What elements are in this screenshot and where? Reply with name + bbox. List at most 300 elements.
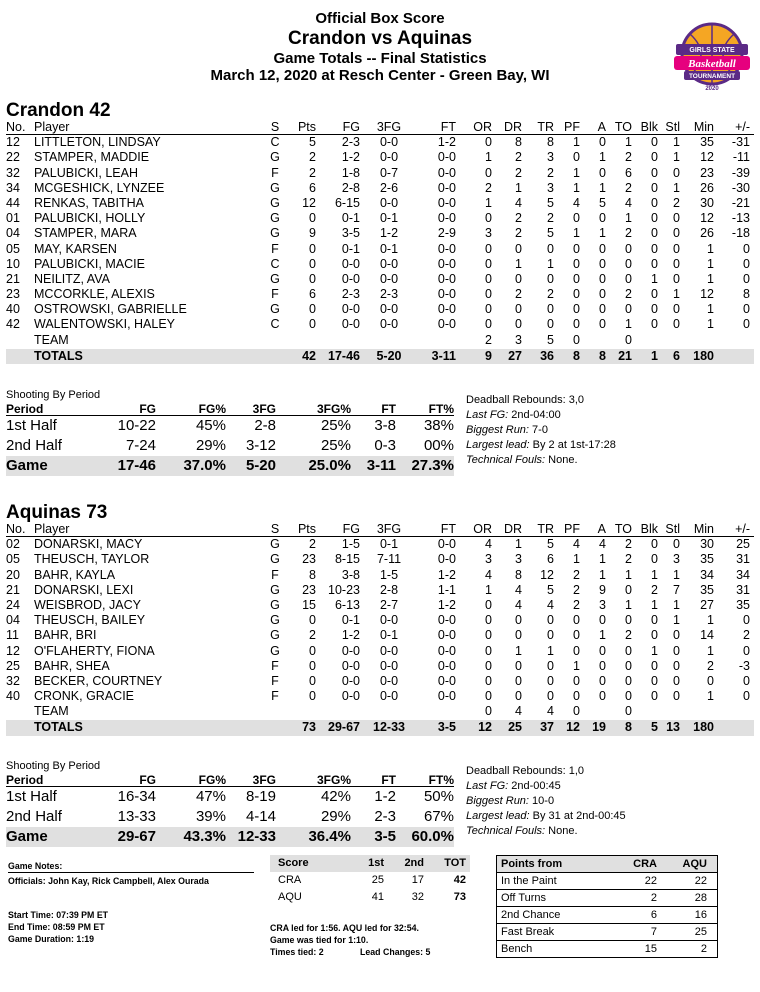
cell-to: 0	[625, 582, 632, 597]
note-value: 1,0	[565, 765, 585, 777]
cell-fg: 1-2	[341, 628, 360, 643]
note-label: Deadball Rebounds:	[466, 394, 566, 406]
cell-fg: 2-3	[341, 287, 360, 302]
sbp-3fg: 4-14	[245, 808, 276, 825]
cell-tr: 5	[547, 537, 554, 552]
team2-title: Aquinas 73	[6, 502, 108, 523]
cell-min: 1	[707, 613, 714, 628]
cell-stl: 2	[673, 195, 680, 210]
cell-no: 11	[6, 628, 19, 643]
player-row	[6, 613, 754, 628]
cell-to: 2	[625, 628, 632, 643]
cell-fg: FG	[342, 522, 360, 536]
cell-plusminus: 31	[736, 582, 750, 597]
cell-tr: 12	[540, 567, 554, 582]
sbp-fg-pct: 43.3%	[183, 828, 226, 845]
sbp-period: 2nd Half	[6, 808, 62, 825]
sbp-period: Game	[6, 457, 48, 474]
cell-no: No.	[6, 522, 26, 536]
cell-to: 0	[625, 271, 632, 286]
score-team: Score	[278, 857, 309, 869]
cell-ft: 0-0	[437, 211, 456, 226]
score-first-half: 25	[371, 874, 384, 886]
points-cra: CRA	[633, 858, 657, 870]
cell-to: 0	[625, 643, 632, 658]
cell-pts: 0	[309, 241, 316, 256]
cell-pf: 0	[573, 673, 580, 688]
sbp-fg-pct: 29%	[195, 437, 226, 454]
cell-dr: 0	[515, 317, 522, 332]
cell-plusminus: 0	[743, 271, 750, 286]
player-row	[6, 704, 754, 719]
cell-plusminus: -21	[731, 195, 750, 210]
sbp-period: Game	[6, 828, 48, 845]
sbp-3fg-pct: 25.0%	[308, 457, 351, 474]
cell-no: 05	[6, 241, 20, 256]
sbp-ft: FT	[381, 402, 396, 416]
score-total: TOT	[444, 857, 466, 869]
cell-tr: 8	[547, 135, 554, 150]
cell-ft: 0-0	[437, 689, 456, 704]
cell-tr: 0	[547, 658, 554, 673]
cell-plusminus: 0	[743, 241, 750, 256]
points-cra: 6	[650, 909, 657, 921]
cell-no: 40	[6, 689, 20, 704]
cell-fg: 1-2	[341, 150, 360, 165]
note-value: By 2 at 1st-17:28	[529, 439, 616, 451]
cell-a: 0	[599, 135, 606, 150]
note-line	[466, 408, 616, 423]
cell-3fg: 0-1	[379, 211, 399, 226]
cell-pf: 0	[573, 628, 580, 643]
team1-title: Crandon 42	[6, 100, 111, 121]
cell-min: 180	[693, 348, 714, 363]
cell-dr: DR	[503, 522, 522, 536]
cell-blk: 0	[651, 150, 658, 165]
cell-pts: 23	[302, 582, 316, 597]
cell-min: 12	[700, 287, 714, 302]
sbp-ft: 3-5	[374, 828, 396, 845]
box-header-row	[6, 120, 754, 135]
cell-or: 1	[485, 150, 492, 165]
cell-min: 1	[707, 689, 714, 704]
cell-3fg: 1-5	[379, 567, 399, 582]
sbp-fg: 16-34	[117, 788, 156, 805]
score-second-half: 17	[411, 874, 424, 886]
cell-starter: G	[270, 613, 280, 628]
cell-pts: 2	[309, 537, 316, 552]
cell-3fg: 1-2	[379, 226, 399, 241]
cell-pts: 8	[309, 567, 316, 582]
cell-plusminus: 8	[743, 287, 750, 302]
cell-player: STAMPER, MARA	[34, 226, 137, 241]
cell-dr: 4	[515, 582, 522, 597]
cell-fg: 6-15	[334, 195, 360, 210]
cell-blk: 5	[651, 720, 658, 735]
cell-ft: FT	[440, 120, 456, 134]
cell-pf: 0	[573, 211, 580, 226]
sbp-3fg: 12-33	[237, 828, 276, 845]
points-category: Fast Break	[501, 926, 555, 938]
cell-player: LITTLETON, LINDSAY	[34, 135, 161, 150]
player-row	[6, 317, 754, 332]
cell-tr: 5	[547, 582, 554, 597]
cell-min: 14	[700, 628, 714, 643]
cell-dr: 1	[515, 180, 522, 195]
note-label: Last FG:	[466, 780, 509, 792]
cell-starter: G	[270, 271, 280, 286]
cell-blk: 0	[651, 658, 658, 673]
points-cra: 2	[650, 892, 657, 904]
cell-3fg: 0-0	[379, 673, 399, 688]
cell-pts: 6	[309, 287, 316, 302]
player-row	[6, 644, 754, 659]
sbp-period: 1st Half	[6, 788, 57, 805]
cell-min: 27	[700, 597, 714, 612]
cell-stl: 1	[673, 287, 680, 302]
score-second-half: 2nd	[404, 857, 424, 869]
player-row	[6, 166, 754, 181]
cell-fg: 8-15	[334, 552, 360, 567]
cell-blk: Blk	[640, 522, 658, 536]
cell-ft: 1-2	[437, 135, 456, 150]
cell-no: 24	[6, 597, 20, 612]
sbp-period: 1st Half	[6, 417, 57, 434]
cell-a: 0	[599, 613, 606, 628]
note-line	[466, 393, 616, 408]
cell-pf: 0	[573, 613, 580, 628]
cell-starter: G	[270, 302, 280, 317]
sbp-ft: 1-2	[374, 788, 396, 805]
cell-a: 0	[599, 673, 606, 688]
cell-3fg: 5-20	[376, 348, 402, 363]
cell-pf: 1	[573, 658, 580, 673]
sbp-fg: FG	[139, 402, 156, 416]
cell-tr: 5	[547, 195, 554, 210]
player-row	[6, 211, 754, 226]
cell-blk: 1	[651, 567, 658, 582]
cell-to: 0	[625, 689, 632, 704]
cell-3fg: 0-0	[379, 302, 399, 317]
cell-player: PALUBICKI, HOLLY	[34, 211, 146, 226]
cell-a: 3	[599, 597, 606, 612]
cell-or: 0	[485, 271, 492, 286]
cell-player: MCGESHICK, LYNZEE	[34, 180, 165, 195]
note-line	[466, 809, 626, 824]
cell-fg: 2-3	[341, 135, 360, 150]
tournament-logo	[670, 20, 754, 94]
sbp-ft-pct: 50%	[423, 788, 454, 805]
cell-stl: 0	[673, 302, 680, 317]
officials: Officials: John Kay, Rick Campbell, Alex Ourada	[8, 876, 209, 886]
cell-pf: 0	[573, 256, 580, 271]
cell-to: 0	[625, 256, 632, 271]
cell-blk: 1	[651, 271, 658, 286]
cell-3fg: 0-0	[379, 643, 399, 658]
cell-or: 3	[485, 226, 492, 241]
cell-pf: 4	[573, 537, 580, 552]
cell-or: 0	[485, 704, 492, 719]
sbp-game-row	[6, 456, 454, 476]
sbp-3fg-pct: 25%	[320, 437, 351, 454]
points-category: Off Turns	[501, 892, 547, 904]
cell-tr: 36	[540, 348, 554, 363]
cell-pf: 0	[573, 317, 580, 332]
cell-starter: F	[271, 241, 279, 256]
cell-fg: 0-0	[341, 271, 360, 286]
lead-changes: Lead Changes: 5	[360, 947, 431, 957]
sbp-3fg: 2-8	[254, 417, 276, 434]
cell-no: 25	[6, 658, 20, 673]
cell-starter: C	[270, 135, 280, 150]
cell-dr: 2	[515, 287, 522, 302]
points-aqu: 28	[694, 892, 707, 904]
cell-to: 2	[625, 150, 632, 165]
cell-3fg: 0-7	[379, 165, 399, 180]
cell-min: 1	[707, 271, 714, 286]
cell-ft: 0-0	[437, 271, 456, 286]
cell-dr: 4	[515, 195, 522, 210]
cell-plusminus: 25	[736, 537, 750, 552]
game-duration: Game Duration: 1:19	[8, 934, 95, 944]
cell-blk: 0	[651, 135, 658, 150]
note-value: 2nd-00:45	[508, 780, 561, 792]
cell-or: 12	[478, 720, 492, 735]
cell-player: TEAM	[34, 332, 69, 347]
sbp-caption: Shooting By Period	[6, 760, 101, 772]
cell-tr: 2	[547, 211, 554, 226]
points-from-table	[496, 855, 718, 958]
cell-ft: 3-11	[431, 348, 456, 363]
player-row	[6, 302, 754, 317]
cell-fg: 1-5	[341, 537, 360, 552]
cell-pf: 0	[573, 150, 580, 165]
cell-3fg: 0-1	[379, 537, 399, 552]
cell-ft: 0-0	[437, 643, 456, 658]
team2-box-score	[6, 522, 754, 736]
cell-pf: 0	[573, 287, 580, 302]
cell-ft: 0-0	[437, 613, 456, 628]
cell-blk: 0	[651, 165, 658, 180]
box-header-row	[6, 522, 754, 537]
cell-tr: 2	[547, 287, 554, 302]
cell-dr: 0	[515, 613, 522, 628]
cell-tr: TR	[537, 522, 554, 536]
cell-blk: 1	[651, 348, 658, 363]
cell-pf: 0	[573, 704, 580, 719]
cell-tr: 0	[547, 241, 554, 256]
cell-to: 0	[625, 613, 632, 628]
cell-fg: 0-0	[341, 689, 360, 704]
cell-player: NEILITZ, AVA	[34, 271, 110, 286]
cell-starter: G	[270, 180, 280, 195]
cell-stl: 0	[673, 673, 680, 688]
cell-stl: 7	[673, 582, 680, 597]
cell-starter: G	[270, 582, 280, 597]
cell-fg: 17-46	[328, 348, 360, 363]
cell-stl: 0	[673, 256, 680, 271]
points-row	[497, 906, 717, 923]
cell-no: 32	[6, 165, 20, 180]
sbp-game-row	[6, 827, 454, 847]
svg-text:TOURNAMENT: TOURNAMENT	[688, 73, 736, 80]
cell-a: 0	[599, 241, 606, 256]
cell-to: 2	[625, 226, 632, 241]
cell-pts: 0	[309, 673, 316, 688]
cell-stl: 1	[673, 567, 680, 582]
cell-min: 30	[700, 537, 714, 552]
sbp-fg-pct: 45%	[195, 417, 226, 434]
cell-dr: 2	[515, 211, 522, 226]
player-row	[6, 659, 754, 674]
points-cra: 7	[650, 926, 657, 938]
points-aqu: AQU	[682, 858, 707, 870]
cell-blk: 0	[651, 241, 658, 256]
sbp-3fg-pct: 29%	[320, 808, 351, 825]
cell-blk: 1	[651, 597, 658, 612]
cell-min: 35	[700, 552, 714, 567]
lead-time-note: CRA led for 1:56. AQU led for 32:54.	[270, 923, 419, 933]
cell-dr: 0	[515, 271, 522, 286]
sbp-ft-pct: 60.0%	[411, 828, 454, 845]
cell-tr: 6	[547, 552, 554, 567]
points-header-row	[497, 855, 717, 872]
cell-stl: 0	[673, 271, 680, 286]
cell-stl: 0	[673, 226, 680, 241]
cell-blk: 0	[651, 552, 658, 567]
cell-no: 21	[6, 582, 20, 597]
player-row	[6, 135, 754, 150]
cell-fg: 0-0	[341, 658, 360, 673]
cell-stl: Stl	[665, 120, 680, 134]
cell-pts: 9	[309, 226, 316, 241]
cell-no: 22	[6, 150, 20, 165]
note-label: Biggest Run:	[466, 795, 529, 807]
cell-fg: FG	[342, 120, 360, 134]
note-line	[466, 779, 626, 794]
cell-3fg: 0-0	[379, 658, 399, 673]
cell-no: 12	[6, 135, 20, 150]
cell-dr: 2	[515, 150, 522, 165]
cell-plusminus: -18	[731, 226, 750, 241]
cell-dr: 0	[515, 628, 522, 643]
cell-player: CRONK, GRACIE	[34, 689, 135, 704]
cell-plusminus: 31	[736, 552, 750, 567]
cell-player: WEISBROD, JACY	[34, 597, 141, 612]
cell-or: 0	[485, 628, 492, 643]
cell-ft: 0-0	[437, 165, 456, 180]
cell-fg: 3-5	[341, 226, 360, 241]
cell-plusminus: 35	[736, 597, 750, 612]
cell-to: 8	[625, 720, 632, 735]
cell-pf: 4	[573, 195, 580, 210]
sbp-fg-pct: 39%	[195, 808, 226, 825]
cell-min: 34	[700, 567, 714, 582]
cell-plusminus: 0	[743, 673, 750, 688]
cell-3fg: 0-0	[379, 271, 399, 286]
points-cra: 22	[644, 875, 657, 887]
cell-no: 21	[6, 271, 20, 286]
cell-player: THEUSCH, BAILEY	[34, 613, 146, 628]
cell-to: 0	[625, 332, 632, 347]
start-time: Start Time: 07:39 PM ET	[8, 910, 109, 920]
cell-min: 35	[700, 135, 714, 150]
cell-stl: 1	[673, 613, 680, 628]
points-category: Bench	[501, 943, 533, 955]
cell-plusminus: 2	[743, 628, 750, 643]
cell-3fg: 0-1	[379, 628, 399, 643]
cell-to: 2	[625, 537, 632, 552]
cell-min: 12	[700, 211, 714, 226]
game-notes-title: Game Notes:	[8, 860, 254, 873]
sbp-period: Period	[6, 773, 44, 787]
cell-blk: 0	[651, 317, 658, 332]
cell-or: 0	[485, 256, 492, 271]
cell-3fg: 2-3	[379, 287, 399, 302]
points-row	[497, 940, 717, 957]
cell-plusminus: 0	[743, 302, 750, 317]
sbp-ft-pct: 67%	[423, 808, 454, 825]
cell-ft: 0-0	[437, 241, 456, 256]
score-first-half: 41	[371, 891, 384, 903]
cell-tr: 0	[547, 271, 554, 286]
cell-a: 1	[599, 180, 606, 195]
player-row	[6, 552, 754, 567]
report-title: Official Box Score	[315, 10, 445, 27]
cell-plusminus: 0	[743, 613, 750, 628]
cell-to: 4	[625, 195, 632, 210]
cell-tr: 3	[547, 150, 554, 165]
cell-blk: 0	[651, 195, 658, 210]
cell-player: O'FLAHERTY, FIONA	[34, 643, 155, 658]
cell-fg: 3-8	[341, 567, 360, 582]
sbp-3fg: 8-19	[245, 788, 276, 805]
cell-ft: 0-0	[437, 256, 456, 271]
player-row	[6, 568, 754, 583]
game-notes	[8, 860, 258, 945]
cell-or: 0	[485, 302, 492, 317]
cell-ft: 1-1	[437, 582, 456, 597]
cell-to: 1	[625, 317, 632, 332]
cell-fg: 0-1	[341, 241, 360, 256]
cell-no: No.	[6, 120, 26, 134]
svg-text:2020: 2020	[705, 86, 719, 92]
cell-blk: 0	[651, 180, 658, 195]
cell-dr: 1	[515, 537, 522, 552]
cell-a: 0	[599, 317, 606, 332]
score-row	[270, 889, 470, 906]
cell-blk: 0	[651, 256, 658, 271]
cell-ft: 0-0	[437, 150, 456, 165]
cell-pts: Pts	[297, 522, 316, 536]
cell-blk: 0	[651, 302, 658, 317]
cell-3fg: 0-0	[379, 613, 399, 628]
team2-notes	[466, 764, 626, 839]
player-row	[6, 689, 754, 704]
cell-to: 0	[625, 241, 632, 256]
score-by-half-table	[270, 855, 470, 906]
cell-3fg: 3FG	[376, 522, 402, 536]
cell-tr: 0	[547, 302, 554, 317]
cell-or: OR	[473, 522, 492, 536]
cell-dr: 3	[515, 332, 522, 347]
player-row	[6, 628, 754, 643]
cell-pts: 73	[302, 720, 316, 735]
cell-3fg: 0-0	[379, 689, 399, 704]
points-row	[497, 923, 717, 940]
cell-stl: 1	[673, 135, 680, 150]
cell-tr: 4	[547, 597, 554, 612]
